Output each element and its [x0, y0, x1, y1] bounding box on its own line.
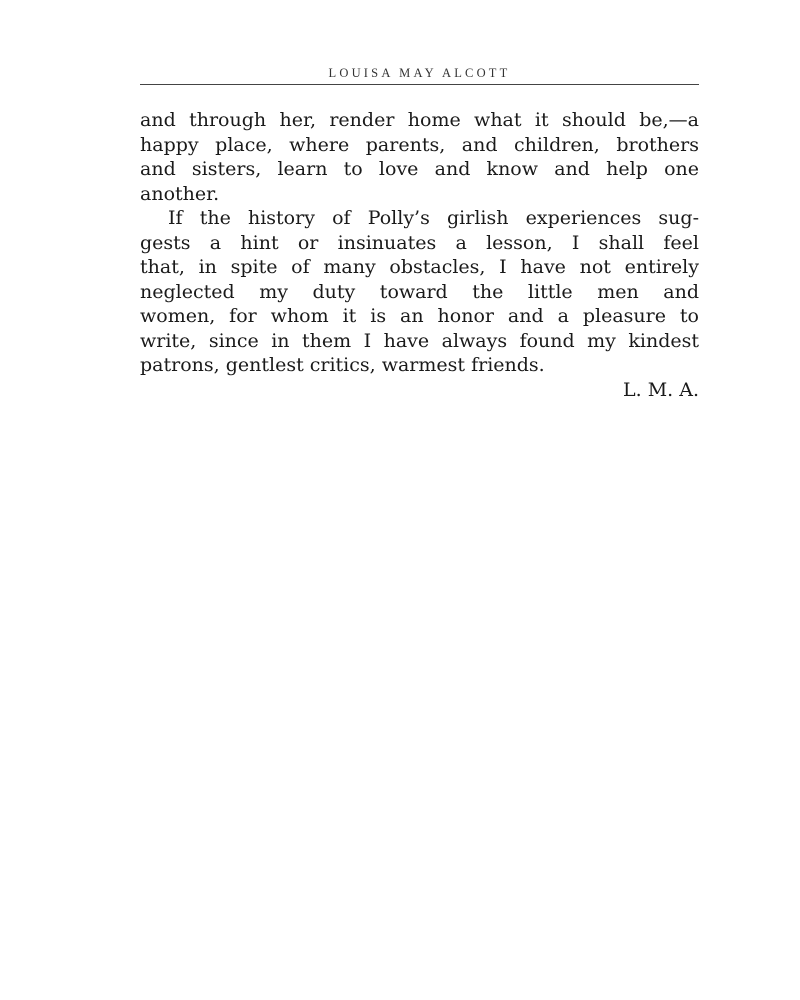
text-line: write, since in them I have always found my kindest	[140, 329, 699, 352]
text-line: and through her, render home what it should be,—a	[140, 109, 699, 131]
text-line: neglected my duty toward the little men and	[140, 280, 699, 303]
running-head: LOUISA MAY ALCOTT	[328, 66, 511, 80]
text-line: women, for whom it is an honor and a pleasure to	[140, 305, 699, 327]
text-line: If the history of Polly’s girlish experiences sug-	[168, 207, 699, 229]
text-line: that, in spite of many obstacles, I have not entirely	[140, 256, 699, 278]
text-line: another.	[140, 182, 220, 205]
text-line: and sisters, learn to love and know and help one	[140, 158, 699, 180]
text-line: happy place, where parents, and children, brothers	[140, 133, 699, 156]
text-line: patrons, gentlest critics, warmest friends.	[140, 354, 545, 376]
paragraph-1	[140, 108, 699, 206]
body-text	[140, 108, 699, 402]
text-line: gests a hint or insinuates a lesson, I shall feel	[140, 231, 699, 254]
paragraph-2	[140, 206, 699, 378]
signature: L. M. A.	[623, 378, 699, 401]
header-rule	[140, 84, 699, 85]
